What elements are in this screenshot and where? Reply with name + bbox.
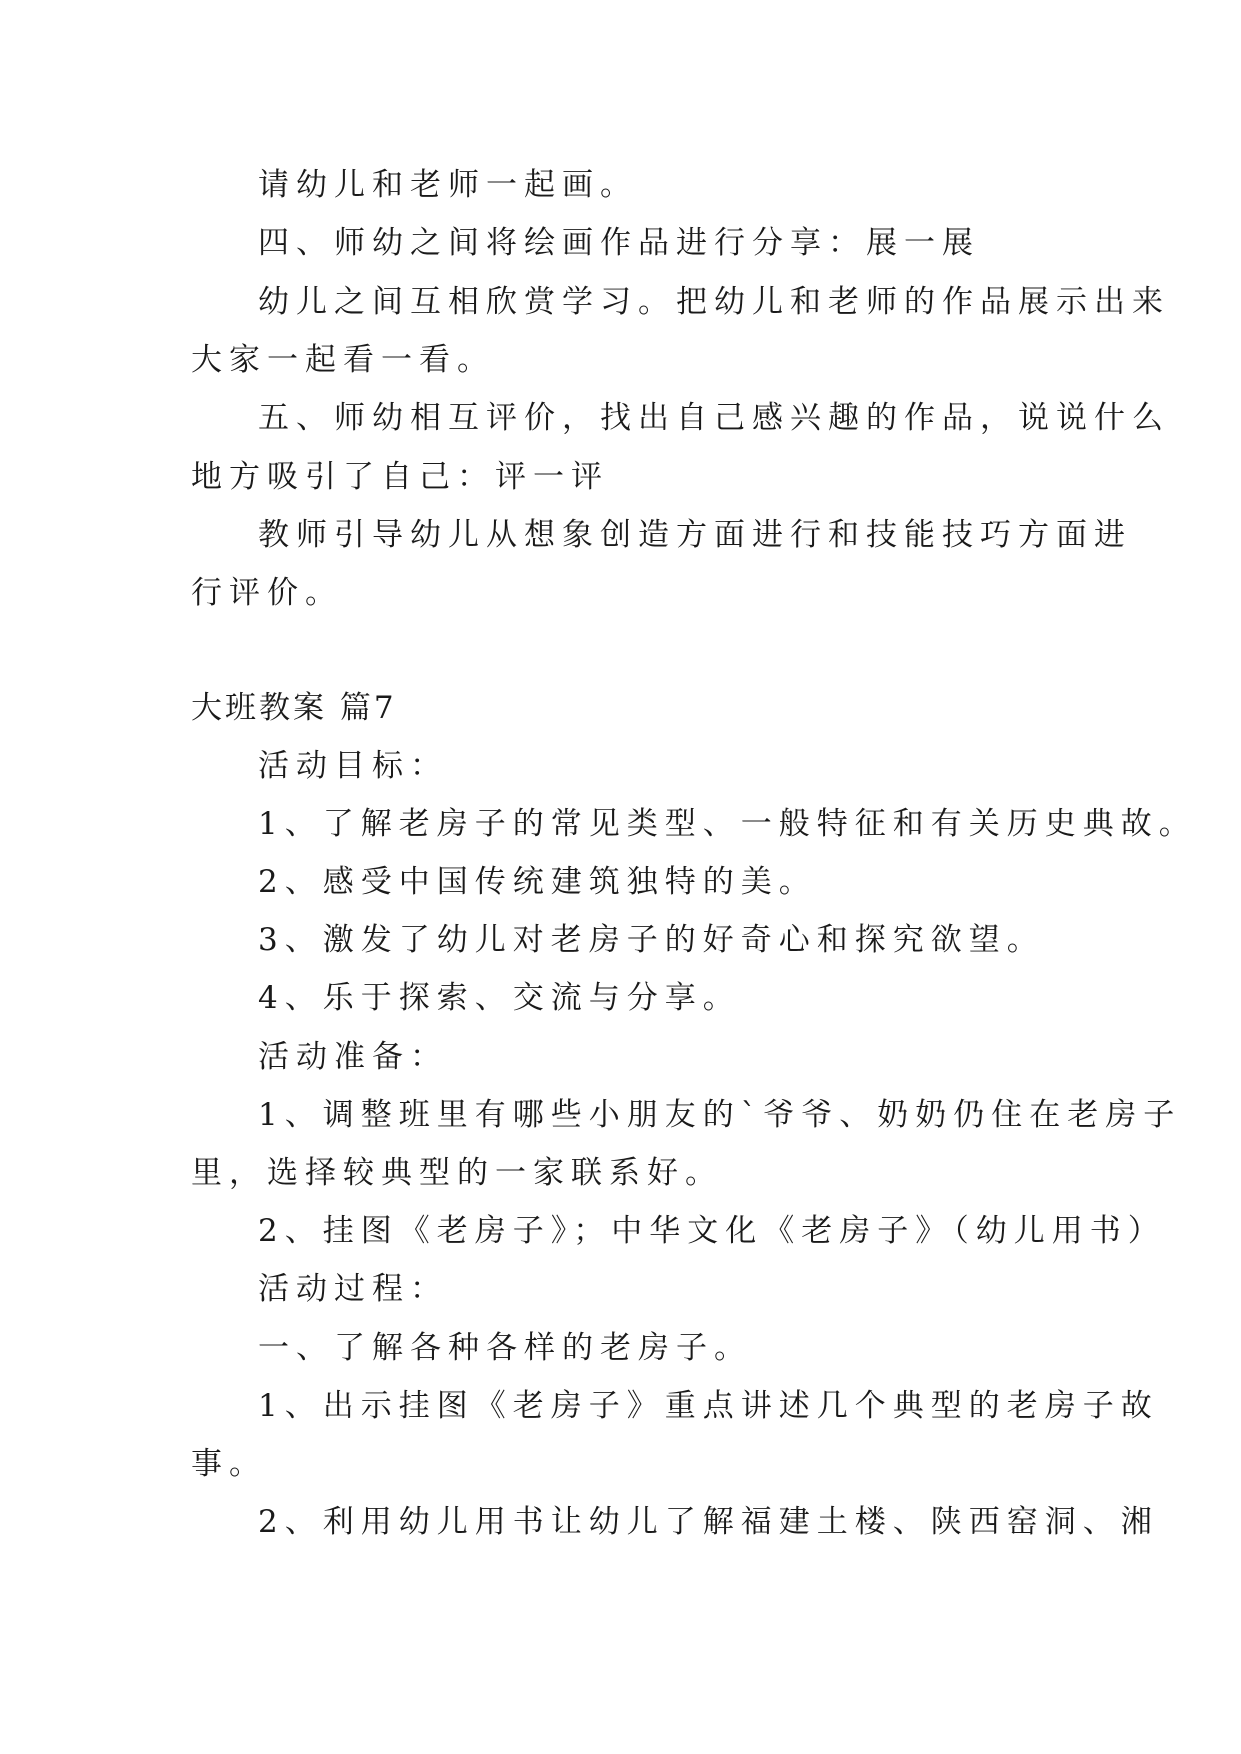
paragraph-line: 四、师幼之间将绘画作品进行分享：展一展 bbox=[258, 225, 980, 261]
paragraph-line: 行评价。 bbox=[191, 575, 343, 611]
list-item: 事。 bbox=[191, 1446, 267, 1482]
subheading: 活动准备： bbox=[258, 1039, 448, 1075]
subheading: 活动过程： bbox=[258, 1271, 448, 1307]
paragraph-line: 地方吸引了自己：评一评 bbox=[191, 459, 609, 495]
paragraph-line: 幼儿之间互相欣赏学习。把幼儿和老师的作品展示出来 bbox=[258, 284, 1170, 320]
paragraph-line: 请幼儿和老师一起画。 bbox=[258, 167, 638, 203]
list-item: 2、感受中国传统建筑独特的美。 bbox=[258, 864, 817, 900]
list-item: 3、激发了幼儿对老房子的好奇心和探究欲望。 bbox=[258, 922, 1045, 958]
list-item: 一、了解各种各样的老房子。 bbox=[258, 1330, 752, 1366]
list-item: 2、利用幼儿用书让幼儿了解福建土楼、陕西窑洞、湘 bbox=[258, 1504, 1159, 1540]
list-item: 里，选择较典型的一家联系好。 bbox=[191, 1155, 723, 1191]
list-item: 4、乐于探索、交流与分享。 bbox=[258, 980, 741, 1016]
paragraph-line: 五、师幼相互评价，找出自己感兴趣的作品，说说什么 bbox=[258, 400, 1170, 436]
list-item: 1、调整班里有哪些小朋友的`爷爷、奶奶仍住在老房子 bbox=[258, 1097, 1182, 1133]
list-item: 1、了解老房子的常见类型、一般特征和有关历史典故。 bbox=[258, 806, 1197, 842]
subheading: 活动目标： bbox=[258, 748, 448, 784]
list-item: 1、出示挂图《老房子》重点讲述几个典型的老房子故 bbox=[258, 1388, 1159, 1424]
list-item: 2、挂图《老房子》；中华文化《老房子》（幼儿用书） bbox=[258, 1213, 1166, 1249]
paragraph-line: 教师引导幼儿从想象创造方面进行和技能技巧方面进 bbox=[258, 517, 1132, 553]
paragraph-line: 大家一起看一看。 bbox=[191, 342, 495, 378]
section-title: 大班教案 篇7 bbox=[191, 690, 397, 726]
